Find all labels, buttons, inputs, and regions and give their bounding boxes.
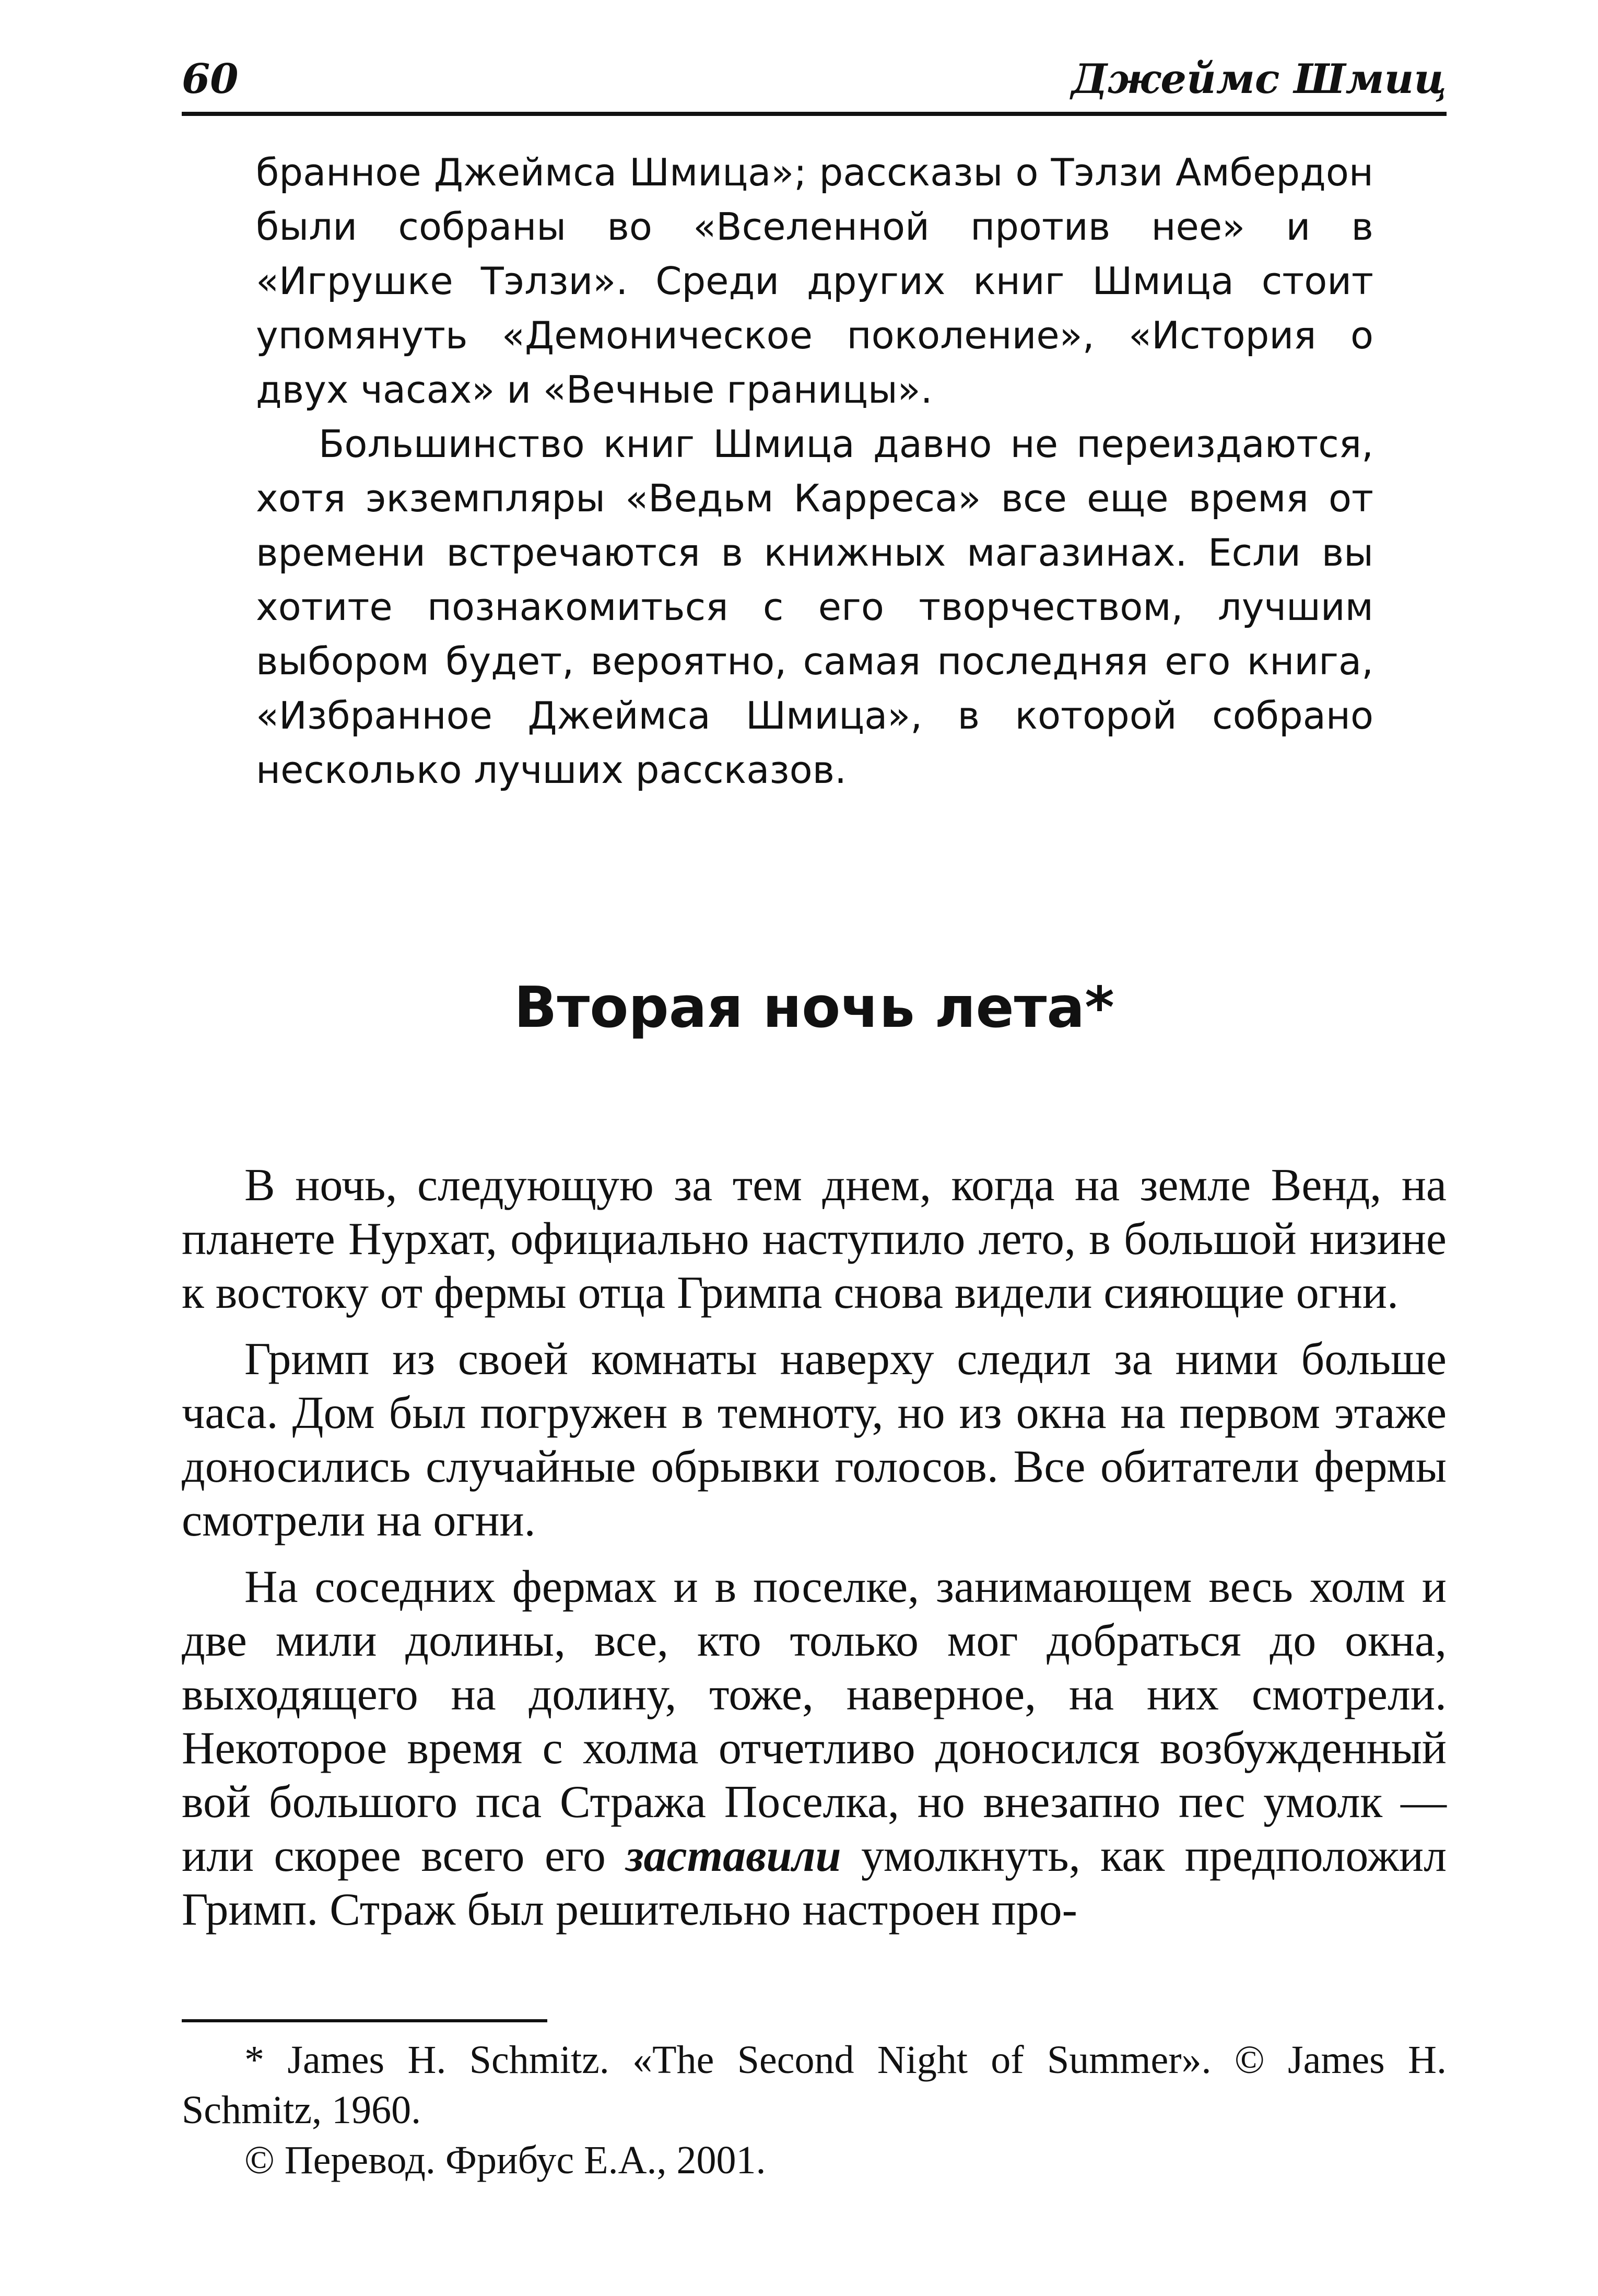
- footnote-source: * James H. Schmitz. «The Second Night of Summer». © James H. Schmitz, 1960.: [182, 2038, 1447, 2132]
- page-number: 60: [182, 55, 239, 103]
- emphasized-word: заставили: [626, 1831, 841, 1881]
- footnote: [182, 2035, 1447, 2185]
- intro-paragraph-2: Большинство книг Шмица давно не переиздаются, хотя экземпляры «Ведьм Карреса» все еще время от времени встречаются в книжных магазинах. Если вы хотите познакомиться с его творчеством, лучшим выбором будет, вероятно, самая последняя его книга, «Избранное Джеймса Шмица», в которой собрано несколько лучших рассказов.: [256, 422, 1373, 792]
- body-paragraph-3-start: На соседних фермах и в поселке, занимающем весь холм и две мили долины, все, кто только мог добраться до окна, выходящего на долину, тоже, наверное, на них смотрели. Некоторое время с холма отчетливо доносился возбужденный вой большого пса Стража Поселка, но внезапно пес умолк — или скорее всего его: [182, 1562, 1447, 1881]
- running-title: Джеймс Шмиц: [1071, 55, 1447, 103]
- intro-paragraph-1: бранное Джеймса Шмица»; рассказы о Тэлзи Амбердон были собраны во «Вселенной против нее» и в «Игрушке Тэлзи». Среди других книг Шмица стоит упомянуть «Демоническое поколение», «История о двух часах» и «Вечные границы».: [256, 150, 1373, 412]
- story-body: [182, 1158, 1447, 1937]
- body-paragraph-2: Гримп из своей комнаты наверху следил за ними больше часа. Дом был погружен в темноту, но из окна на первом этаже доносились случайные обрывки голосов. Все обитатели фермы смотрели на огни.: [182, 1334, 1447, 1546]
- body-paragraph-3: [182, 1560, 1447, 1937]
- body-paragraph-3-end: умолкнуть, как предположил Гримп. Страж был решительно настроен про-: [182, 1831, 1447, 1935]
- footnote-translation: © Перевод. Фрибус Е.А., 2001.: [244, 2138, 766, 2182]
- story-title: Вторая ночь лета*: [514, 975, 1114, 1040]
- running-header: [182, 48, 1447, 116]
- body-paragraph-1: В ночь, следующую за тем днем, когда на земле Венд, на планете Нурхат, официально наступило лето, в большой низине к востоку от фермы отца Гримпа снова видели сияющие огни.: [182, 1160, 1447, 1318]
- footnote-rule: [182, 2019, 547, 2022]
- author-intro: [256, 145, 1373, 797]
- header-rule: [182, 112, 1447, 116]
